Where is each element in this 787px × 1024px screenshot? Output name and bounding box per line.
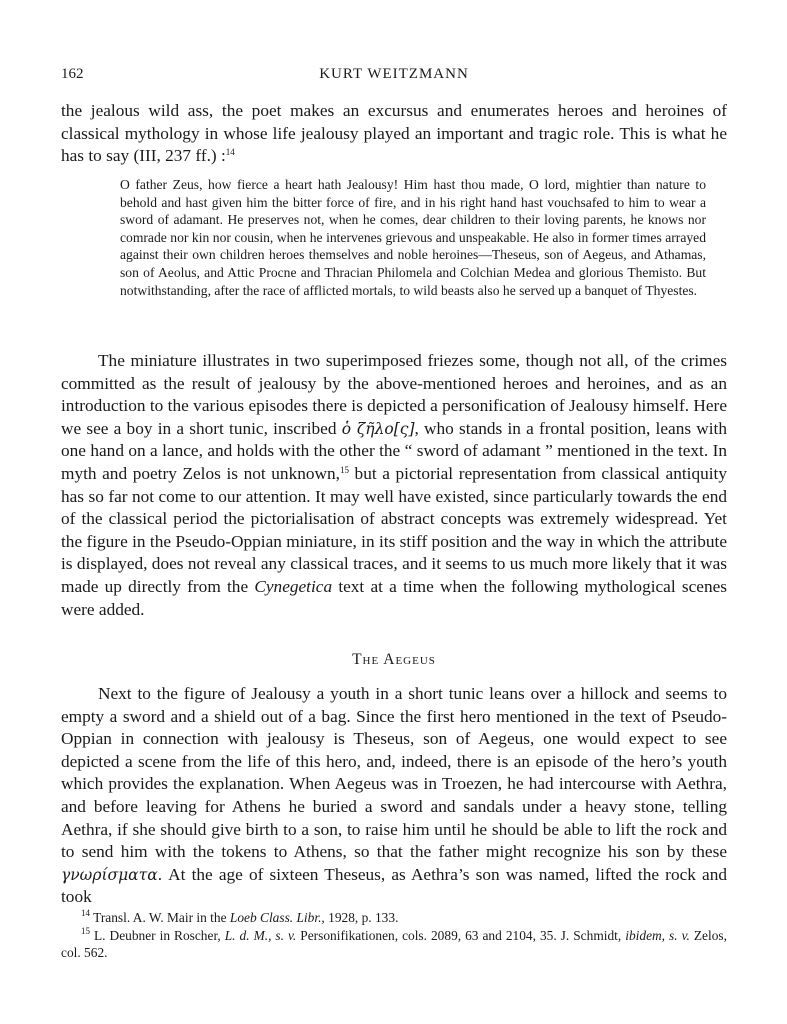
greek-inscription: ὁ ζῆλο[ς] (341, 419, 415, 438)
paragraph-text: , who stands in a frontal position, leans with one hand on a lance, and holds with the other the “ sword of adamant ” mentioned in the text. In myth and poetry Zelos is not unknown, (61, 418, 728, 483)
paragraph-text: text at a time when the following mythological scenes were added. (61, 576, 727, 619)
greek-word: γνωρίσματα (61, 865, 158, 884)
paragraph-text: The miniature illustrates in two superimposed friezes some, though not all, of the crimes committed as the result of jealousy by the above-mentioned heroes and heroines, and as an introduction to the various episodes there is depicted a personification of Jealousy himself. Here we see a boy in a short tunic, inscribed (61, 351, 727, 438)
footnote-number: 14 (81, 908, 90, 918)
footnote-ref-abbrev: ibidem, s. v. (625, 927, 690, 943)
paragraph-text: Next to the figure of Jealousy a youth in a short tunic leans over a hillock and seems to empty a sword and a shield out of a bag. Since the first hero mentioned in the text of Pseudo-Oppian in connection with jealousy is Theseus, son of Aegeus, one would expect to see depicted a scene from the life of this hero, and, indeed, there is an episode of the hero’s youth which provides the explanation. When Aegeus was in Troezen, he had intercourse with Aethra, and before leaving for Athens he buried a sword and sandals under a heavy stone, telling Aethra, if she should give birth to a son, to raise him until he should be able to lift the rock and to send him with the tokens to Athens, so that the father might recognize his son by these (61, 684, 727, 862)
footnote-ref-abbrev: L. d. M., s. v. (224, 927, 297, 943)
paragraph-jealousy (61, 350, 727, 621)
footnote-14 (61, 909, 727, 927)
footnote-ref-15[interactable]: 15 (339, 464, 349, 475)
section-heading: The Aegeus (352, 651, 436, 668)
intro-text: the jealous wild ass, the poet makes an excursus and enumerates heroes and heroines of classical mythology in whose life jealousy played an important and tragic role. This is what he has to say (III, 237 ff.) : (61, 101, 727, 166)
footnote-text: , 1928, p. 133. (321, 910, 399, 925)
footnote-ref-14[interactable]: 14 (225, 147, 235, 158)
page-header (61, 66, 727, 86)
paragraph-text: but a pictorial representation from classical antiquity has so far not come to our attention. It may well have existed, since particularly towards the end of the classical period the pictorialisation of abstract concepts was extremely widespread. Yet the figure in the Pseudo-Oppian miniature, in its stiff position and the way in which the attribute is displayed, does not reveal any classical traces, and it seems to us much more likely that it was made up directly from the (61, 463, 727, 596)
footnotes (61, 909, 727, 962)
paragraph-aegeus (61, 683, 727, 909)
running-head: KURT WEITZMANN (319, 66, 469, 82)
footnote-15 (61, 927, 727, 962)
footnote-text: Transl. A. W. Mair in the (93, 910, 227, 925)
page-number: 162 (61, 66, 84, 82)
intro-paragraph (61, 100, 727, 168)
footnote-title: Loeb Class. Libr. (229, 910, 322, 925)
footnote-text: Zelos, col. 562. (61, 927, 727, 960)
italic-title: Cynegetica (254, 576, 333, 596)
paragraph-text: . At the age of sixteen Theseus, as Aethra’s son was named, lifted the rock and took (61, 864, 727, 907)
footnote-text: Personifikationen, cols. 2089, 63 and 2104, 35. J. Schmidt, (300, 927, 622, 943)
footnote-number: 15 (81, 925, 90, 936)
footnote-text: L. Deubner in Roscher, (94, 927, 221, 943)
block-quote: O father Zeus, how fierce a heart hath Jealousy! Him hast thou made, O lord, mightier than nature to behold and hast given him the bitter force of fire, and in his right hand hast vouchsafed to him to wear a sword of adamant. He preserves not, when he comes, dear children to their loving parents, he knows nor comrade nor kin nor cousin, when he intervenes grievous and unspeakable. He also in former times arrayed against their own children heroes themselves and noble heroines—Theseus, son of Aegeus, and Athamas, son of Aeolus, and Attic Procne and Thracian Philomela and Colchian Medea and glorious Themisto. But notwithstanding, after the race of afflicted mortals, to wild beasts also he served up a banquet of Thyestes. (120, 177, 706, 298)
